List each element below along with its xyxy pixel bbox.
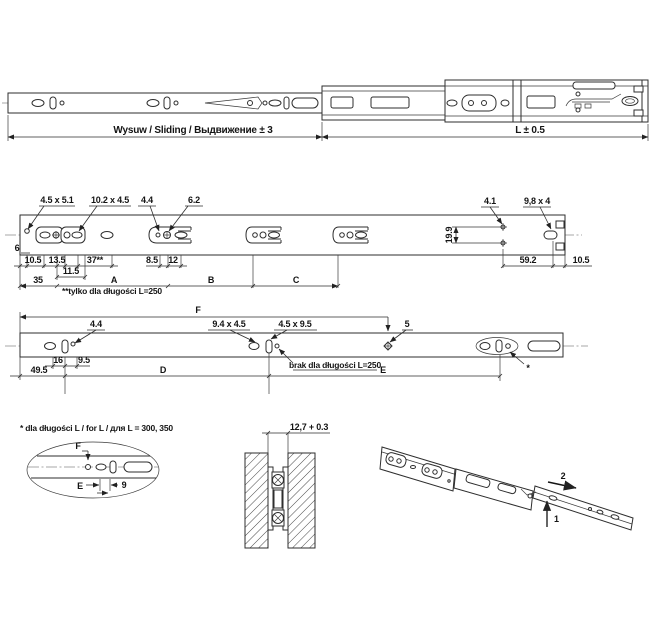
dim-D: D	[159, 365, 167, 375]
detail-dim-F: F	[75, 441, 81, 451]
dim-C: C	[292, 275, 300, 285]
length-detail-view	[20, 423, 173, 498]
callout-hole-62: 6.2	[188, 195, 200, 205]
cabinet-rail-view	[5, 195, 592, 296]
dim-85: 8.5	[146, 255, 158, 265]
drawer-rail-view	[5, 305, 588, 394]
callout-hole-5: 5	[404, 319, 410, 329]
callout-hole-44-drawer: 4.4	[90, 319, 102, 329]
detail-dim-E: E	[77, 481, 83, 491]
cross-section-view	[245, 422, 330, 548]
dim-199: 19.9	[444, 226, 454, 244]
dim-135: 13.5	[48, 255, 66, 265]
callout-slot-45: 4.5 x 9.5	[278, 319, 312, 329]
dim-E: E	[380, 365, 386, 375]
dim-length-label: L ± 0.5	[515, 125, 545, 136]
detail-dim-9: 9	[121, 480, 127, 490]
detail-heading: * dla długości L / for L / для L = 300, 350	[20, 423, 173, 433]
dim-A: A	[110, 275, 118, 285]
dim-35: 35	[33, 275, 43, 285]
step-2-label: 2	[560, 471, 566, 481]
callout-slot-94: 9.4 x 4.5	[212, 319, 246, 329]
dim-6: 6	[14, 243, 20, 253]
dim-495: 49.5	[30, 365, 48, 375]
dim-F: F	[195, 305, 201, 315]
step-1-label: 1	[554, 514, 559, 524]
callout-hole-41: 4.1	[484, 196, 496, 206]
dim-37: 37**	[86, 255, 104, 265]
dim-16: 16	[53, 355, 63, 365]
dim-12: 12	[168, 255, 178, 265]
dim-105-left: 10.5	[24, 255, 42, 265]
top-extended-view	[2, 80, 650, 141]
detail-marker-asterisk: *	[526, 363, 530, 373]
cabinet-note: **tylko dla długości L=250	[62, 286, 162, 296]
dim-95: 9.5	[78, 355, 90, 365]
callout-horizontal-slot: 10.2 x 4.5	[90, 195, 130, 205]
drawer-note: brak dla długości L=250	[288, 360, 382, 370]
dim-592: 59.2	[519, 255, 537, 265]
dim-115: 11.5	[62, 266, 80, 276]
callout-corner-slot: 4.5 x 5.1	[40, 195, 74, 205]
dim-B: B	[207, 275, 215, 285]
callout-hole-44: 4.4	[141, 195, 153, 205]
dim-105-right: 10.5	[572, 255, 590, 265]
assembly-iso-view	[380, 447, 633, 530]
callout-end-slot: 9,8 x 4	[523, 196, 551, 206]
section-gap-dim: 12,7 + 0.3	[289, 422, 329, 432]
pull-direction-arrow	[548, 482, 576, 488]
dim-travel-label: Wysuw / Sliding / Выдвижение ± 3	[113, 125, 273, 136]
